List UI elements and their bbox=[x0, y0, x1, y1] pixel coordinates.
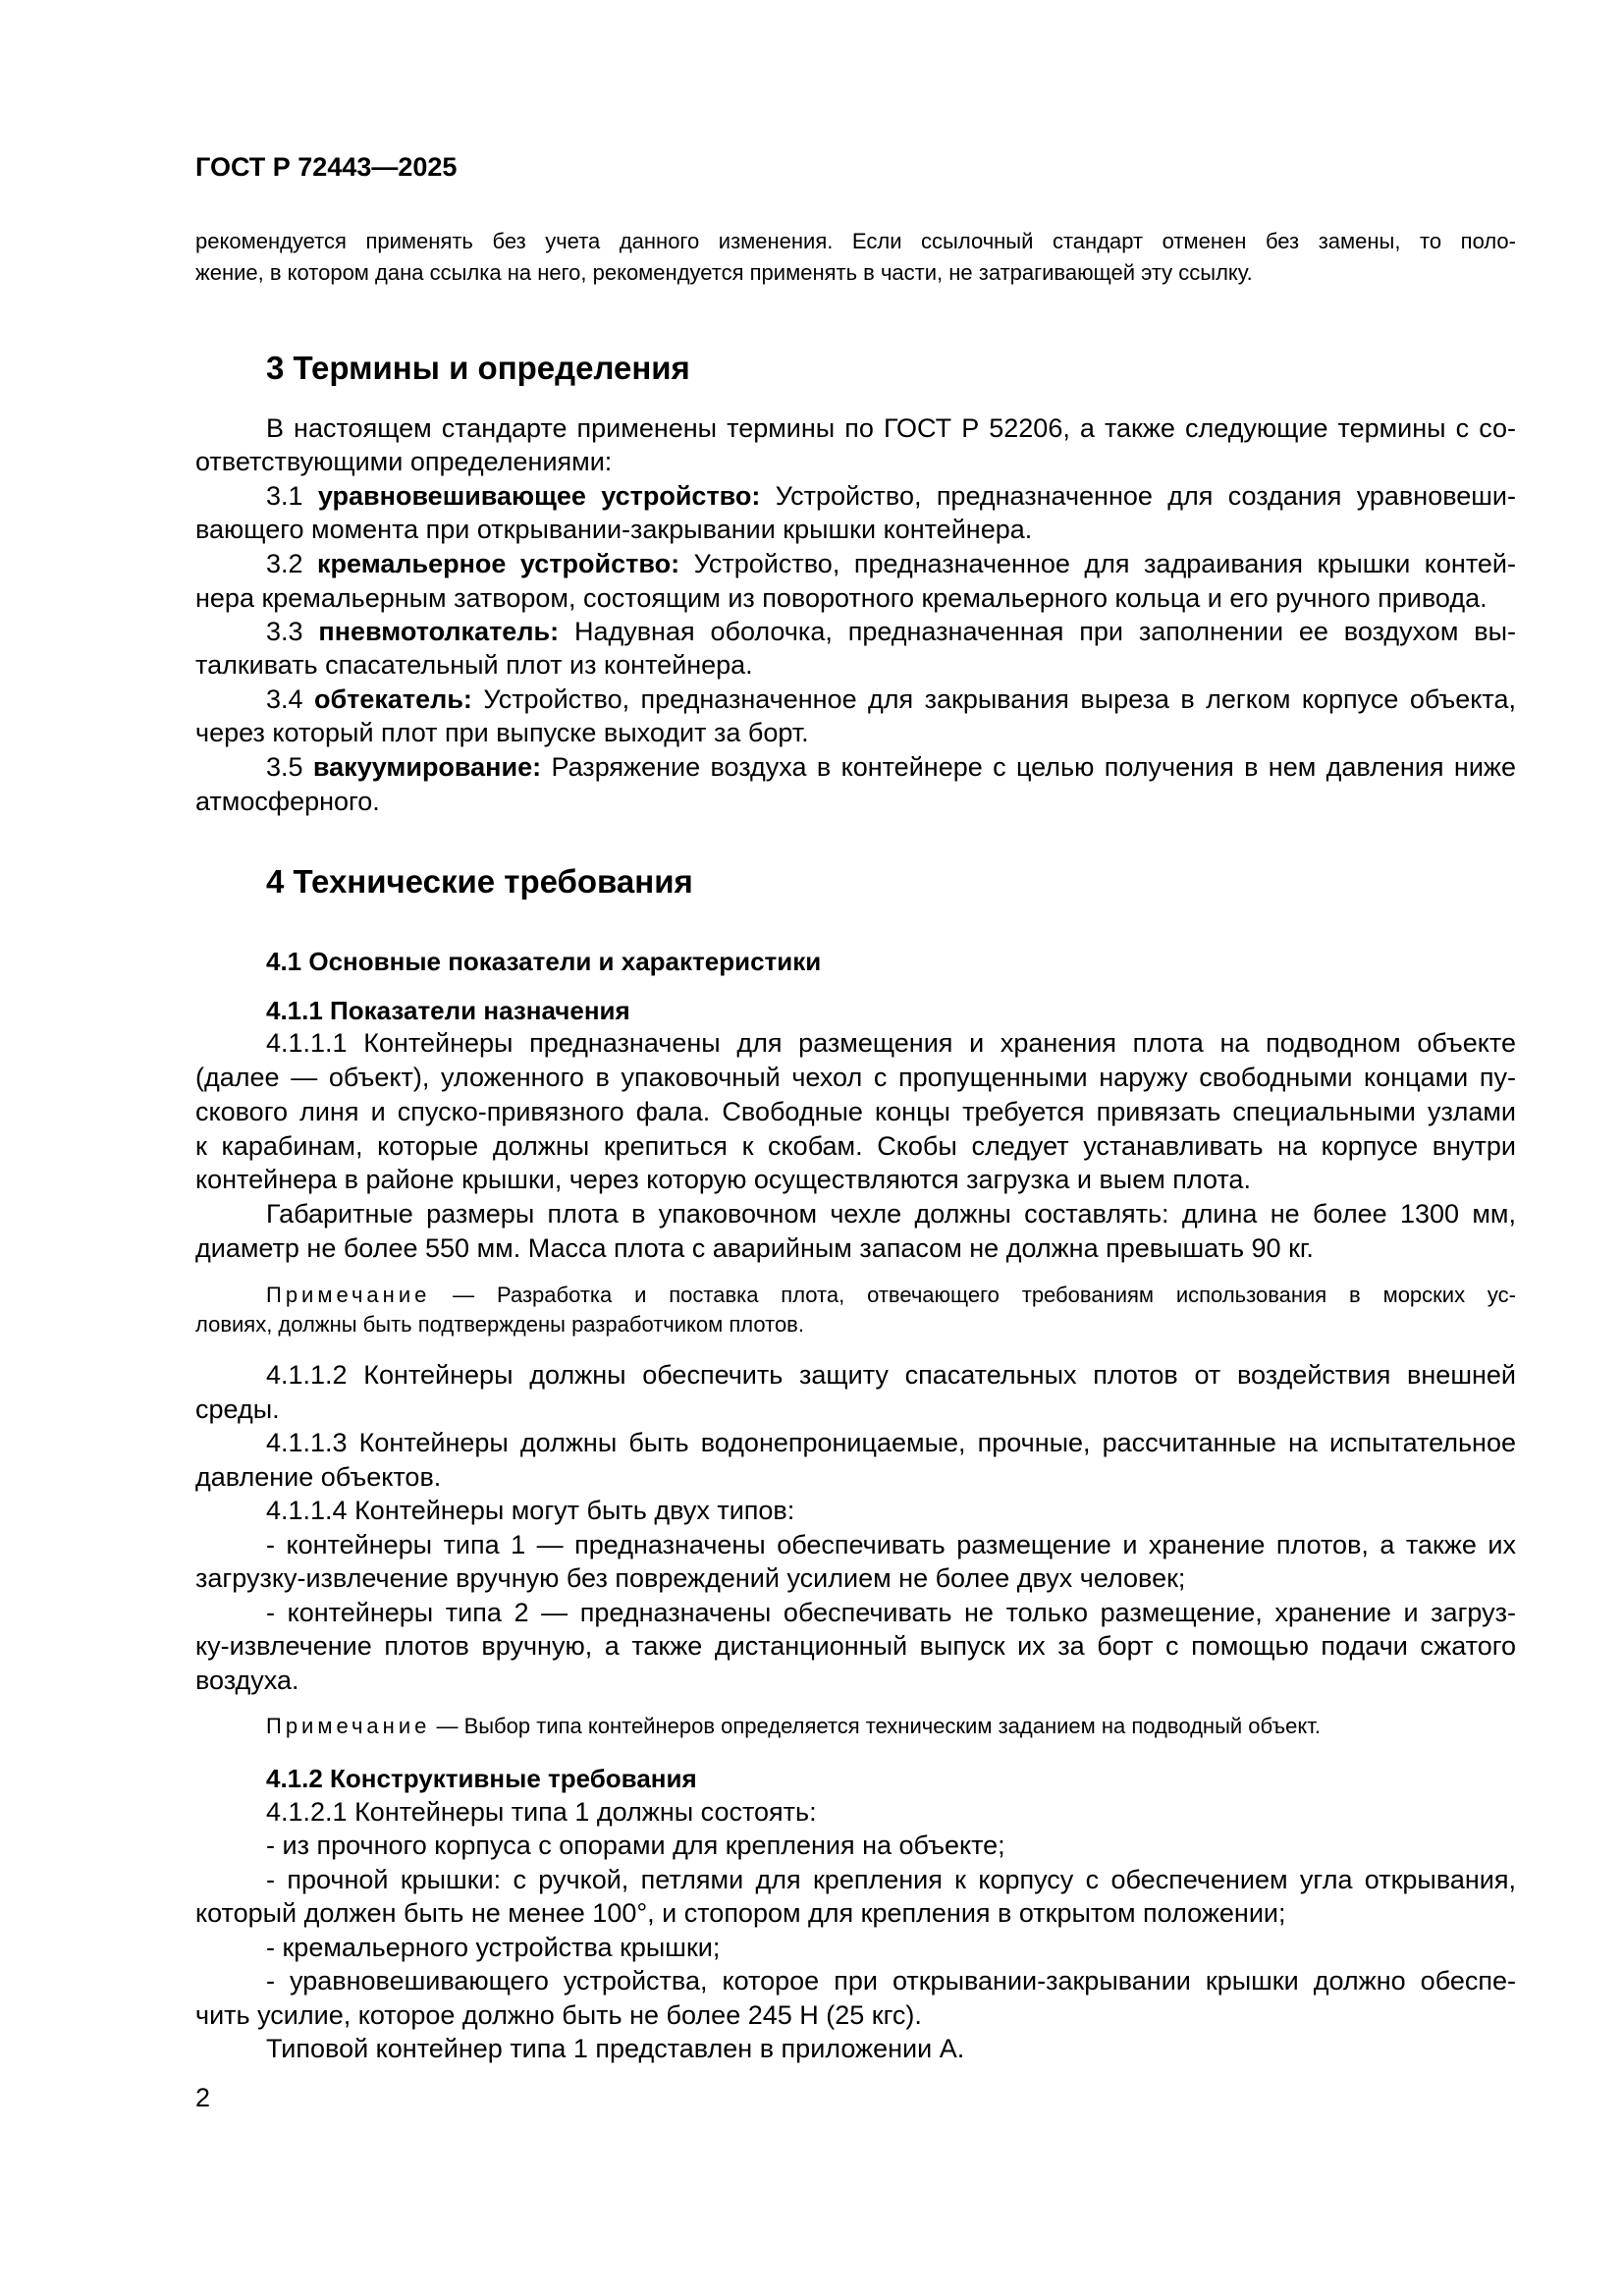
section-3-intro-line-2: ответствующими определениями: bbox=[195, 447, 613, 476]
section-4-heading: 4 Технические требования bbox=[266, 863, 693, 900]
clause-4-1-1-4: 4.1.1.4 Контейнеры могут быть двух типов: bbox=[266, 1496, 795, 1525]
term-3-5-name: вакуумирование: bbox=[312, 752, 542, 782]
term-3-3-name: пневмотолкатель: bbox=[318, 617, 560, 646]
list-item-4-line-2: чить усилие, которое должно быть не более 245 Н (25 кгс). bbox=[195, 2000, 922, 2030]
term-3-1-line-1 bbox=[266, 479, 1516, 513]
section-3-heading: 3 Термины и определения bbox=[266, 350, 690, 386]
term-3-1-definition: Устройство, предназначенное для создания уравновеши- bbox=[760, 481, 1516, 511]
clause-4-1-1-1-line-2: (далее — объект), уложенного в упаковочный чехол с пропущенными наружу свободными концами пу- bbox=[195, 1063, 1516, 1092]
clause-4-1-1-2-line-2: среды. bbox=[195, 1394, 280, 1424]
document-id-header: ГОСТ Р 72443—2025 bbox=[195, 152, 458, 182]
term-3-1-line-2: вающего момента при открывании-закрывании крышки контейнера. bbox=[195, 515, 1033, 544]
term-3-2-line-1 bbox=[266, 547, 1516, 580]
term-3-5-line-2: атмосферного. bbox=[195, 787, 380, 816]
typical-container-note: Типовой контейнер типа 1 представлен в приложении А. bbox=[266, 2034, 965, 2063]
note-2-label: Примечание bbox=[266, 1714, 431, 1738]
clause-4-1-1-1-line-4: к карабинам, которые должны крепиться к скобам. Скобы следует устанавливать на корпусе внутри bbox=[195, 1131, 1516, 1161]
type-2-line-2: ку-извлечение плотов вручную, а также дистанционный выпуск их за борт с помощью подачи сжатого bbox=[195, 1631, 1516, 1661]
intro-line-2: жение, в котором дана ссылка на него, рекомендуется применять в части, не затрагивающей эту ссылку. bbox=[195, 260, 1253, 285]
type-2-line-1: - контейнеры типа 2 — предназначены обеспечивать не только размещение, хранение и загруз- bbox=[266, 1598, 1516, 1627]
type-2-line-3: воздуха. bbox=[195, 1666, 299, 1695]
term-3-5-number: 3.5 bbox=[266, 752, 313, 782]
dimensions-line-1: Габаритные размеры плота в упаковочном чехле должны составлять: длина не более 1300 мм, bbox=[266, 1199, 1516, 1229]
term-3-2-definition: Устройство, предназначенное для задраивания крышки контей- bbox=[679, 549, 1516, 578]
clause-4-1-1-2-line-1: 4.1.1.2 Контейнеры должны обеспечить защиту спасательных плотов от воздействия внешней bbox=[266, 1360, 1516, 1390]
term-3-3-number: 3.3 bbox=[266, 617, 319, 646]
list-item-4-line-1: - уравновешивающего устройства, которое при открывании-закрывании крышки должно обеспе- bbox=[266, 1966, 1516, 1995]
term-3-4-definition: Устройство, предназначенное для закрывания выреза в легком корпусе объекта, bbox=[471, 684, 1516, 714]
term-3-1-number: 3.1 bbox=[266, 481, 318, 511]
term-3-3-definition: Надувная оболочка, предназначенная при заполнении ее воздухом вы- bbox=[559, 617, 1516, 646]
section-3-intro-line-1: В настоящем стандарте применены термины по ГОСТ Р 52206, а также следующие термины с со- bbox=[266, 413, 1516, 443]
clause-4-1-1-1-line-5: контейнера в районе крышки, через которую осуществляются загрузка и выем плота. bbox=[195, 1165, 1251, 1194]
page-number: 2 bbox=[195, 2083, 211, 2112]
type-1-line-1: - контейнеры типа 1 — предназначены обеспечивать размещение и хранение плотов, а также их bbox=[266, 1530, 1516, 1559]
term-3-2-number: 3.2 bbox=[266, 549, 318, 578]
term-3-4-line-2: через который плот при выпуске выходит за борт. bbox=[195, 718, 809, 747]
clause-4-1-1-3-line-2: давление объектов. bbox=[195, 1462, 442, 1492]
list-item-2-line-2: который должен быть не менее 100°, и стопором для крепления в открытом положении; bbox=[195, 1898, 1286, 1928]
list-item-2-line-1: - прочной крышки: с ручкой, петлями для крепления к корпусу с обеспечением угла открывания, bbox=[266, 1865, 1516, 1894]
clause-4-1-1-1-line-3: скового линя и спуско-привязного фала. Свободные концы требуется привязать специальными узлами bbox=[195, 1097, 1516, 1126]
list-item-1: - из прочного корпуса с опорами для крепления на объекте; bbox=[266, 1831, 1005, 1860]
term-3-4-name: обтекатель: bbox=[313, 684, 472, 714]
subsection-4-1-1-heading: 4.1.1 Показатели назначения bbox=[266, 996, 630, 1025]
term-3-2-name: кремальерное устройство: bbox=[317, 549, 680, 578]
term-3-3-line-1 bbox=[266, 615, 1516, 648]
note-1-text: — Разработка и поставка плота, отвечающего требованиям использования в морских ус- bbox=[430, 1283, 1516, 1307]
clause-4-1-1-3-line-1: 4.1.1.3 Контейнеры должны быть водонепроницаемые, прочные, рассчитанные на испытательное bbox=[266, 1428, 1516, 1457]
subsection-4-1-2-heading: 4.1.2 Конструктивные требования bbox=[266, 1764, 697, 1793]
note-1-label: Примечание bbox=[266, 1283, 431, 1307]
term-3-5-definition: Разряжение воздуха в контейнере с целью получения в нем давления ниже bbox=[541, 752, 1516, 782]
term-3-1-name: уравновешивающее устройство: bbox=[317, 481, 761, 511]
term-3-3-line-2: талкивать спасательный плот из контейнера. bbox=[195, 650, 753, 680]
note-2-text: — Выбор типа контейнеров определяется техническим заданием на подводный объект. bbox=[430, 1714, 1321, 1738]
type-1-line-2: загрузку-извлечение вручную без повреждений усилием не более двух человек; bbox=[195, 1563, 1186, 1593]
dimensions-line-2: диаметр не более 550 мм. Масса плота с аварийным запасом не должна превышать 90 кг. bbox=[195, 1233, 1314, 1263]
term-3-5-line-1 bbox=[266, 750, 1516, 784]
clause-4-1-2-1: 4.1.2.1 Контейнеры типа 1 должны состоять: bbox=[266, 1797, 817, 1827]
note-2 bbox=[266, 1713, 1516, 1740]
list-item-3: - кремальерного устройства крышки; bbox=[266, 1933, 721, 1962]
clause-4-1-1-1-line-1: 4.1.1.1 Контейнеры предназначены для размещения и хранения плота на подводном объекте bbox=[266, 1028, 1516, 1058]
term-3-4-number: 3.4 bbox=[266, 684, 314, 714]
note-1-line-1 bbox=[266, 1282, 1516, 1309]
subsection-4-1-heading: 4.1 Основные показатели и характеристики bbox=[266, 947, 822, 976]
intro-line-1: рекомендуется применять без учета данного изменения. Если ссылочный стандарт отменен без замены, то поло- bbox=[195, 229, 1516, 253]
note-1-line-2: ловиях, должны быть подтверждены разработчиком плотов. bbox=[195, 1312, 804, 1337]
term-3-4-line-1 bbox=[266, 683, 1516, 716]
term-3-2-line-2: нера кремальерным затвором, состоящим из поворотного кремальерного кольца и его ручного привода. bbox=[195, 583, 1488, 613]
